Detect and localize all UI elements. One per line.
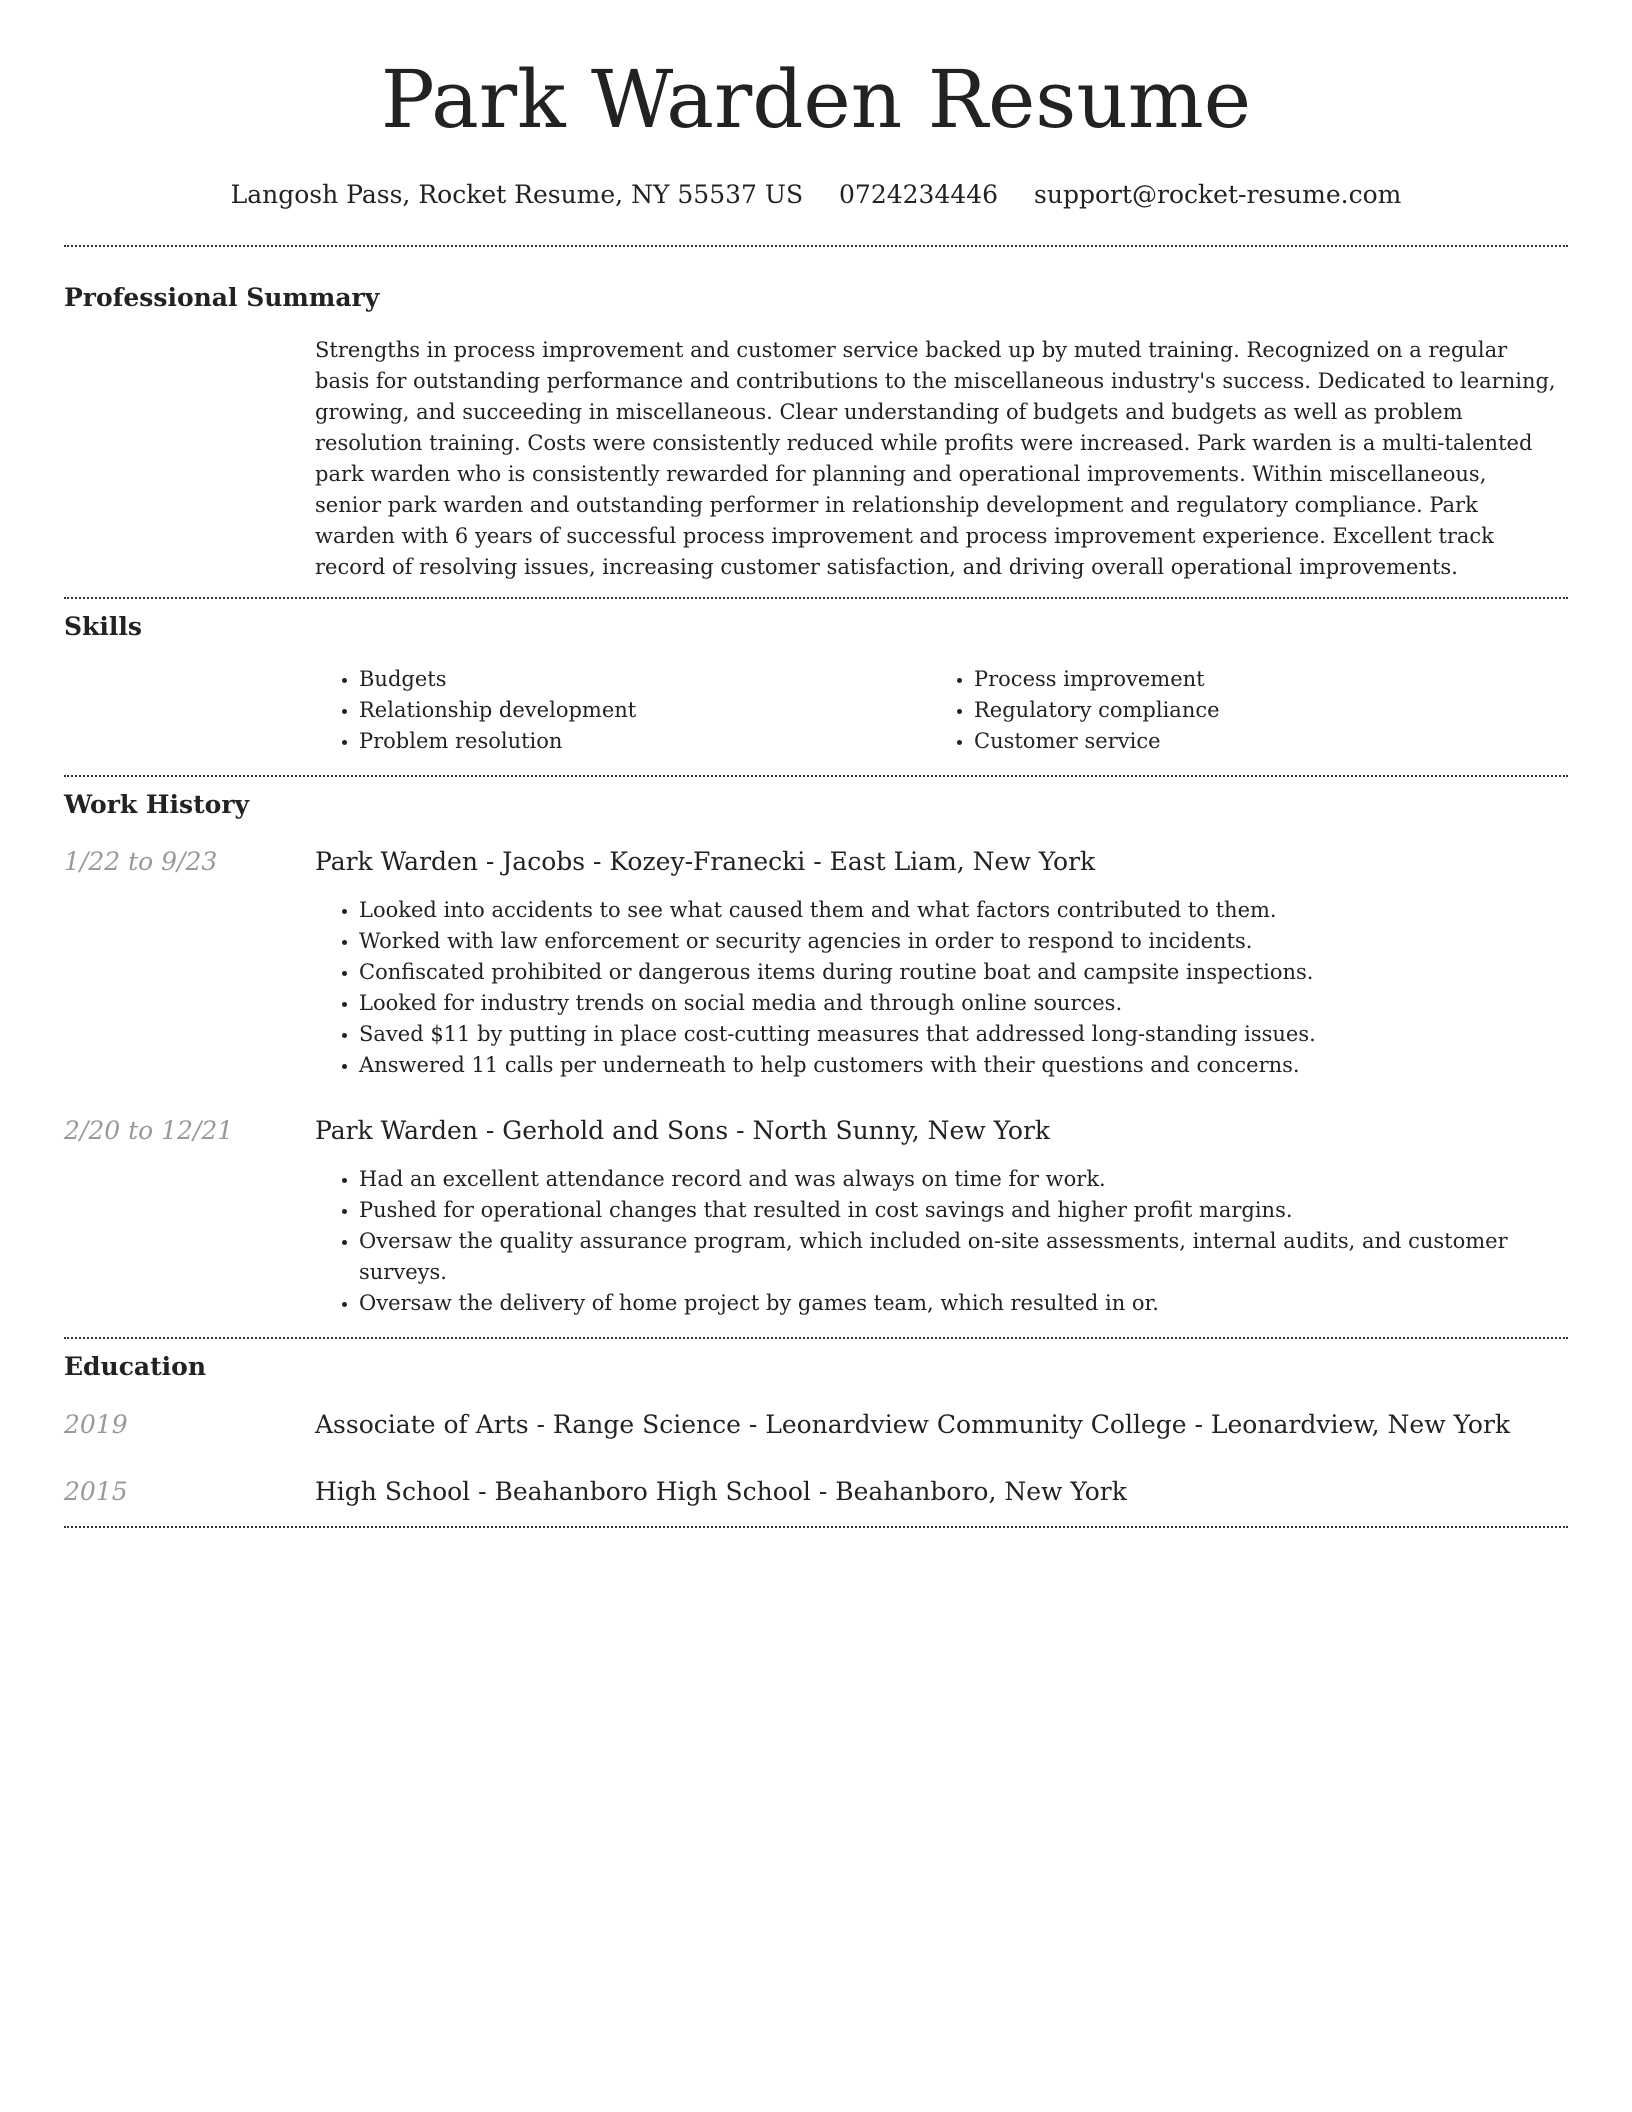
education-section — [64, 1351, 1568, 1508]
education-year: 2019 — [64, 1410, 128, 1439]
job-entry — [64, 846, 1568, 1081]
job-bullet: • Saved $11 by putting in place cost-cutting measures that addressed long-standing issues. — [359, 1019, 1568, 1050]
section-title-skills: Skills — [64, 612, 142, 641]
contact-address: Langosh Pass, Rocket Resume, NY 55537 US — [230, 180, 804, 209]
job-bullet: • Pushed for operational changes that resulted in cost savings and higher profit margins. — [359, 1195, 1568, 1226]
job-bullets — [315, 1164, 1568, 1319]
section-title-work: Work History — [64, 790, 250, 819]
divider — [64, 775, 1568, 777]
job-bullet: • Looked for industry trends on social media and through online sources. — [359, 988, 1568, 1019]
skill-item: • Budgets — [359, 664, 930, 695]
job-bullet: • Oversaw the delivery of home project by games team, which resulted in or. — [359, 1288, 1568, 1319]
job-dates: 2/20 to 12/21 — [64, 1116, 234, 1145]
skills-list-left — [315, 664, 930, 757]
skill-item: • Process improvement — [974, 664, 1524, 695]
education-year: 2015 — [64, 1477, 128, 1506]
divider — [64, 1526, 1568, 1528]
skill-item: • Problem resolution — [359, 726, 930, 757]
contact-phone: 0724234446 — [839, 180, 999, 209]
job-bullet: • Looked into accidents to see what caused them and what factors contributed to them. — [359, 895, 1568, 926]
summary-section — [64, 282, 1568, 583]
summary-text: Strengths in process improvement and customer service backed up by muted training. Recognized on a regular basis for outstanding performance and contributions to the miscellaneous industry's success. Dedicated to learning, growing, and succeeding in miscellaneous. Clear understanding of budgets and budgets as well as problem resolution training. Costs were consistently reduced while profits were increased. Park warden is a multi-talented park warden who is consistently rewarded for planning and operational improvements. Within miscellaneous, senior park warden and outstanding performer in relationship development and regulatory compliance. Park warden with 6 years of successful process improvement and process improvement experience. Excellent track record of resolving issues, increasing customer satisfaction, and driving overall operational improvements. — [315, 338, 1556, 579]
skill-item: • Customer service — [974, 726, 1524, 757]
page-title: Park Warden Resume — [380, 53, 1252, 146]
section-title-summary: Professional Summary — [64, 283, 380, 312]
education-entry — [64, 1476, 1568, 1508]
education-entry — [64, 1409, 1568, 1441]
job-bullet: • Worked with law enforcement or security agencies in order to respond to incidents. — [359, 926, 1568, 957]
skill-item: • Regulatory compliance — [974, 695, 1524, 726]
contact-line — [64, 179, 1568, 211]
job-bullet: • Had an excellent attendance record and was always on time for work. — [359, 1164, 1568, 1195]
job-bullet: • Oversaw the quality assurance program, which included on-site assessments, internal audits, and customer surveys. — [359, 1226, 1568, 1288]
job-bullet: • Answered 11 calls per underneath to help customers with their questions and concerns. — [359, 1050, 1568, 1081]
divider — [64, 245, 1568, 247]
skill-item: • Relationship development — [359, 695, 930, 726]
section-title-education: Education — [64, 1352, 207, 1381]
job-entry — [64, 1115, 1568, 1319]
education-text: High School - Beahanboro High School - Beahanboro, New York — [315, 1477, 1127, 1506]
work-section — [64, 789, 1568, 1319]
skills-list-right — [930, 664, 1524, 757]
skills-section — [64, 611, 1568, 757]
resume-page — [64, 0, 1568, 1528]
job-title: Park Warden - Jacobs - Kozey-Franecki - East Liam, New York — [315, 847, 1096, 876]
divider — [64, 1337, 1568, 1339]
education-text: Associate of Arts - Range Science - Leonardview Community College - Leonardview, New York — [315, 1410, 1511, 1439]
divider — [64, 597, 1568, 599]
job-title: Park Warden - Gerhold and Sons - North Sunny, New York — [315, 1116, 1051, 1145]
job-dates: 1/22 to 9/23 — [64, 847, 218, 876]
contact-email: support@rocket-resume.com — [1034, 180, 1402, 209]
job-bullets — [315, 895, 1568, 1081]
job-bullet: • Confiscated prohibited or dangerous items during routine boat and campsite inspections. — [359, 957, 1568, 988]
